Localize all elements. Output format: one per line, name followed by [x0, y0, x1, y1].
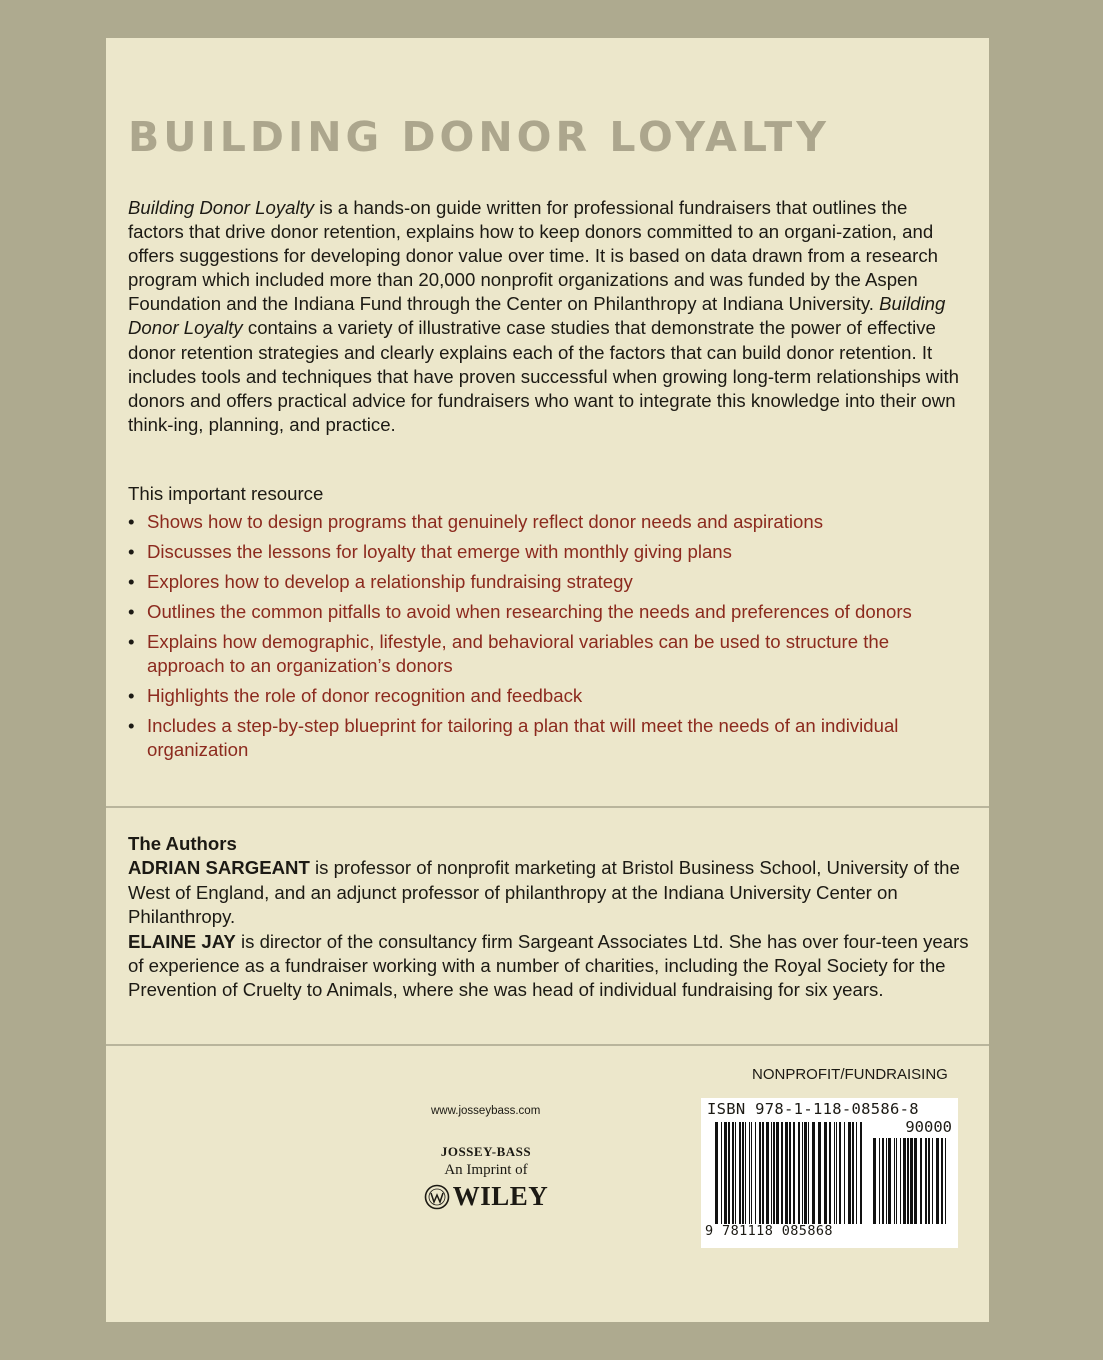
barcode-bar [804, 1122, 807, 1224]
feature-text: Discusses the lessons for loyalty that emerge with monthly giving plans [147, 541, 732, 562]
section-divider [106, 806, 989, 808]
addon-barcode-bars [873, 1138, 949, 1224]
barcode-bar [928, 1138, 930, 1224]
barcode-bar [925, 1138, 927, 1224]
book-title: BUILDING DONOR LOYALTY [128, 113, 830, 161]
bullet-dot: • [128, 571, 135, 592]
desc-part-1: is a hands-on guide written for professional fundraisers that outlines the factors that drive donor retention, explains how to keep donors committed to an organi-zation, and offers suggestions for developing donor value over time. It is based on data drawn from a research program which included more than 20,000 nonprofit organizations and was funded by the Aspen Foundation and the Indiana Fund through the Center on Philanthropy at Indiana University. [128, 197, 938, 315]
barcode-bar [834, 1122, 835, 1224]
barcode-bar [896, 1138, 897, 1224]
barcode-bar [900, 1138, 901, 1224]
feature-item [128, 600, 968, 624]
section-divider [106, 1044, 989, 1046]
barcode-bar [839, 1122, 841, 1224]
barcode-bar [781, 1122, 783, 1224]
barcode-bar [749, 1122, 750, 1224]
barcode-bar [941, 1138, 943, 1224]
imprint-line: An Imprint of [444, 1162, 528, 1178]
barcode-bar [728, 1122, 730, 1224]
book-description [128, 196, 968, 437]
barcode-bar [759, 1122, 761, 1224]
barcode-bar [860, 1122, 862, 1224]
feature-item [128, 714, 968, 762]
barcode-bar [755, 1122, 756, 1224]
barcode-bar [936, 1138, 939, 1224]
feature-item [128, 570, 968, 594]
barcode-bar [888, 1138, 891, 1224]
bullet-dot: • [128, 715, 135, 736]
feature-text: Explains how demographic, lifestyle, and behavioral variables can be used to structure the approach to an organization’s donors [147, 631, 890, 676]
feature-list [128, 510, 968, 768]
barcode-bar [903, 1138, 906, 1224]
author-1-bio: is professor of nonprofit marketing at Bristol Business School, University of the West of England, and an adjunct professor of philanthropy at the Indiana University Center on Philanthropy. [128, 857, 960, 928]
wiley-seal-icon [424, 1184, 450, 1210]
barcode-bar [844, 1122, 845, 1224]
feature-item [128, 540, 968, 564]
author-2-name: ELAINE JAY [128, 930, 236, 952]
bullet-dot: • [128, 685, 135, 706]
barcode-bar [818, 1122, 821, 1224]
feature-text: Includes a step-by-step blueprint for tailoring a plan that will meet the needs of an individual organization [147, 715, 899, 760]
author-1-name: ADRIAN SARGEANT [128, 857, 310, 879]
barcode-bar [773, 1122, 775, 1224]
authors-section [128, 832, 973, 1003]
barcode-bar [742, 1122, 744, 1224]
barcode-bar [789, 1122, 791, 1224]
wiley-logo [416, 1181, 556, 1212]
feature-item [128, 510, 968, 534]
feature-item [128, 630, 968, 678]
bullet-dot: • [128, 541, 135, 562]
barcode-bar [798, 1122, 800, 1224]
barcode-bar [776, 1122, 779, 1224]
ean-digits: 9 781118 085868 [705, 1223, 833, 1239]
desc-book-title-2: Building Donor Loyalty [128, 293, 946, 339]
publisher-imprint [416, 1144, 556, 1212]
feature-text: Explores how to develop a relationship fundraising strategy [147, 571, 633, 592]
barcode-bar [802, 1122, 803, 1224]
back-cover-panel [106, 38, 989, 1322]
barcode-bar [920, 1138, 922, 1224]
barcode-bar [724, 1122, 727, 1224]
feature-text: Outlines the common pitfalls to avoid when researching the needs and preferences of donors [147, 601, 912, 622]
bullet-dot: • [128, 601, 135, 622]
barcode-bar [812, 1122, 815, 1224]
barcode-bar [771, 1122, 772, 1224]
barcode-bar [882, 1138, 884, 1224]
barcode-bar [910, 1138, 913, 1224]
barcode-bar [914, 1138, 917, 1224]
isbn-barcode [701, 1098, 958, 1248]
bullet-dot: • [128, 511, 135, 532]
publisher-url: www.josseybass.com [431, 1105, 541, 1117]
price-addon-number: 90000 [905, 1118, 952, 1136]
barcode-bar [824, 1122, 827, 1224]
barcode-bar [762, 1122, 764, 1224]
wiley-wordmark: WILEY [452, 1181, 549, 1211]
bullet-dot: • [128, 631, 135, 652]
author-2-bio: is director of the consultancy firm Sargeant Associates Ltd. She has over four-teen years of experience as a fundraiser working with a number of charities, including the Royal Society for the Prevention of Cruelty to Animals, where she was head of individual fundraising for six years. [128, 930, 969, 1001]
feature-item [128, 684, 968, 708]
author-1 [128, 856, 973, 929]
barcode-bar [945, 1138, 946, 1224]
barcode-bar [886, 1138, 887, 1224]
barcode-bar [766, 1122, 769, 1224]
desc-part-2: contains a variety of illustrative case studies that demonstrate the power of effective donor retention strategies and clearly explains each of the factors that can build donor retention. It includes tools and techniques that have proven successful when growing long-term relationships with donors and offers practical advice for fundraisers who want to integrate this knowledge into their own think-ing, planning, and practice. [128, 317, 959, 435]
barcode-bar [808, 1122, 809, 1224]
barcode-bar [836, 1122, 837, 1224]
category-label: NONPROFIT/FUNDRAISING [752, 1066, 948, 1083]
barcode-bar [848, 1122, 851, 1224]
barcode-bar [873, 1138, 876, 1224]
feature-text: Shows how to design programs that genuinely reflect donor needs and aspirations [147, 511, 823, 532]
barcode-bar [793, 1122, 795, 1224]
barcode-bar [785, 1122, 788, 1224]
barcode-bar [721, 1122, 722, 1224]
publisher-name: JOSSEY-BASS [440, 1144, 532, 1159]
barcode-bar [732, 1122, 734, 1224]
resource-intro: This important resource [128, 483, 324, 504]
barcode-bar [907, 1138, 909, 1224]
author-2 [128, 930, 973, 1003]
barcode-bar [852, 1122, 854, 1224]
authors-heading: The Authors [128, 833, 237, 854]
barcode-bar [739, 1122, 741, 1224]
barcode-bar [751, 1122, 752, 1224]
barcode-bar [829, 1122, 831, 1224]
isbn-number: ISBN 978-1-118-08586-8 [707, 1100, 919, 1118]
ean-barcode-bars [715, 1122, 865, 1224]
barcode-bar [932, 1138, 933, 1224]
barcode-bar [894, 1138, 895, 1224]
desc-book-title-1: Building Donor Loyalty [128, 197, 315, 218]
feature-text: Highlights the role of donor recognition and feedback [147, 685, 583, 706]
barcode-bar [735, 1122, 736, 1224]
barcode-bar [856, 1122, 857, 1224]
barcode-bar [745, 1122, 746, 1224]
barcode-bar [715, 1122, 718, 1224]
barcode-bar [879, 1138, 880, 1224]
